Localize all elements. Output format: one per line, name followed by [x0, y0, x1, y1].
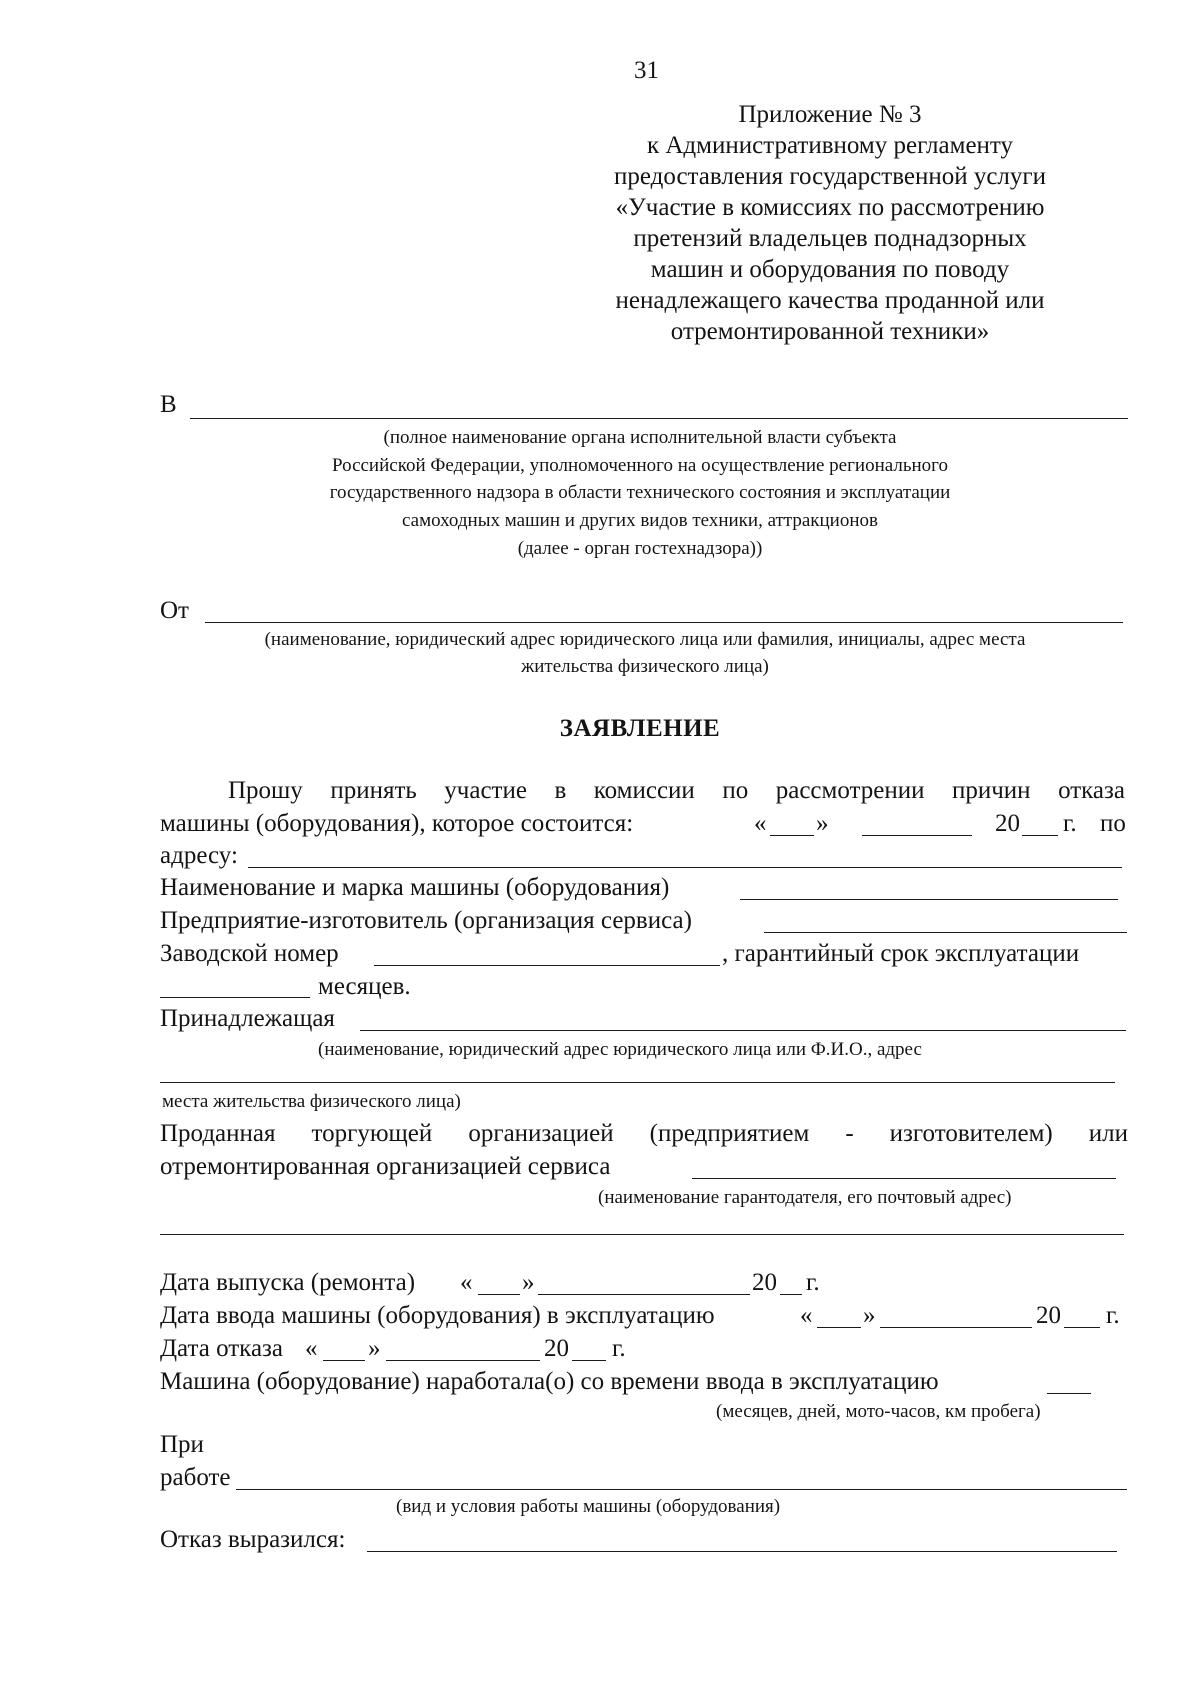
close-quote: » [863, 1302, 876, 1329]
to-hint: (далее - орган гостехнадзора)) [517, 538, 763, 559]
request-line-1 [228, 778, 1125, 803]
sold-line-1 [160, 1121, 1128, 1146]
to-hint: (полное наименование органа исполнительной власти субъекта [383, 427, 897, 448]
word: (предприятием [649, 1120, 810, 1147]
word: участие [444, 777, 527, 804]
to-field[interactable] [190, 418, 1128, 419]
word: организацией [468, 1120, 614, 1147]
guarantor-hint: (наименование гарантодателя, его почтовый адрес) [598, 1187, 1012, 1208]
word: торгующей [311, 1120, 433, 1147]
release-date-label: Дата выпуска (ремонта) [160, 1269, 416, 1296]
from-field[interactable] [205, 622, 1123, 623]
to-hint: самоходных машин и других видов техники, аттракционов [402, 510, 878, 531]
owner-field[interactable] [360, 1030, 1126, 1031]
manufacturer-field[interactable] [764, 932, 1127, 933]
work-conditions-field[interactable] [236, 1489, 1127, 1490]
serial-label: Заводской номер [160, 940, 339, 967]
runtime-hint: (месяцев, дней, мото-часов, км пробега) [716, 1401, 1041, 1422]
owner-hint: места жительства физического лица) [162, 1091, 461, 1112]
year-suffix: г. [806, 1269, 820, 1296]
word: комиссии [593, 777, 695, 804]
meeting-year-field[interactable] [1022, 835, 1058, 836]
request-line-2: машины (оборудования), которое состоится: [160, 810, 634, 837]
word: отказа [1058, 777, 1125, 804]
word: по [722, 777, 749, 804]
address-field[interactable] [248, 867, 1122, 868]
appendix-line: отремонтированной техники» [670, 318, 990, 345]
year-prefix: 20 [1036, 1302, 1061, 1329]
guarantor-field[interactable] [692, 1178, 1116, 1179]
year-prefix: 20 [544, 1335, 569, 1362]
serial-number-field[interactable] [374, 965, 720, 966]
word: или [1088, 1120, 1128, 1147]
word: в [554, 777, 567, 804]
word: причин [951, 777, 1031, 804]
year-suffix: г. [1063, 810, 1077, 837]
meeting-day-field[interactable] [770, 835, 814, 836]
work-label-2: работе [160, 1464, 231, 1491]
commission-month-field[interactable] [880, 1327, 1032, 1328]
word: изготовителем) [889, 1120, 1053, 1147]
release-year-field[interactable] [780, 1294, 802, 1295]
word: Проданная [160, 1120, 276, 1147]
document-title: ЗАЯВЛЕНИЕ [559, 715, 721, 742]
release-day-field[interactable] [478, 1294, 520, 1295]
failure-description-field[interactable] [367, 1551, 1117, 1552]
manufacturer-label: Предприятие-изготовитель (организация сервиса) [160, 907, 692, 934]
to-hint: Российской Федерации, уполномоченного на осуществление регионального [332, 455, 948, 476]
appendix-line: претензий владельцев поднадзорных [633, 225, 1027, 252]
release-month-field[interactable] [538, 1294, 750, 1295]
failure-date-label: Дата отказа [160, 1335, 284, 1362]
open-quote: « [460, 1269, 473, 1296]
runtime-label: Машина (оборудование) наработала(о) со времени ввода в эксплуатацию [160, 1368, 939, 1395]
open-quote: « [305, 1335, 318, 1362]
open-quote: « [800, 1302, 813, 1329]
failure-label: Отказ выразился: [160, 1526, 346, 1553]
address-label: адресу: [160, 842, 238, 869]
appendix-line: «Участие в комиссиях по рассмотрению [615, 194, 1045, 221]
to-label: В [160, 391, 177, 418]
owner-label: Принадлежащая [160, 1005, 335, 1032]
word: рассмотрении [775, 777, 925, 804]
appendix-line: Приложение № 3 [738, 101, 922, 128]
failure-year-field[interactable] [572, 1360, 606, 1361]
work-hint: (вид и условия работы машины (оборудования) [396, 1496, 781, 1517]
year-suffix: г. [1106, 1302, 1120, 1329]
word: - [845, 1120, 854, 1147]
word: принять [330, 777, 417, 804]
close-quote: » [368, 1335, 381, 1362]
from-label: От [160, 597, 189, 624]
page-number: 31 [634, 57, 659, 84]
machine-name-field[interactable] [740, 899, 1118, 900]
appendix-line: ненадлежащего качества проданной или [615, 287, 1045, 314]
sold-line-2: отремонтированная организацией сервиса [160, 1153, 611, 1180]
from-hint: (наименование, юридический адрес юридического лица или фамилия, инициалы, адрес места [264, 629, 1026, 650]
year-prefix: 20 [752, 1269, 777, 1296]
commission-date-label: Дата ввода машины (оборудования) в эксплуатацию [160, 1302, 715, 1329]
meeting-month-field[interactable] [862, 835, 972, 836]
to-hint: государственного надзора в области технического состояния и эксплуатации [329, 482, 951, 503]
appendix-line: предоставления государственной услуги [613, 163, 1047, 190]
months-label: месяцев. [318, 973, 411, 1000]
warranty-months-field[interactable] [160, 997, 310, 998]
appendix-line: машин и оборудования по поводу [650, 256, 1010, 283]
failure-month-field[interactable] [386, 1360, 540, 1361]
work-label-1: При [160, 1431, 204, 1458]
guarantor-field-continued[interactable] [160, 1234, 1124, 1235]
day-open-quote: « [754, 810, 767, 837]
close-quote: » [522, 1269, 535, 1296]
runtime-field[interactable] [1047, 1393, 1091, 1394]
commission-day-field[interactable] [817, 1327, 861, 1328]
failure-day-field[interactable] [323, 1360, 365, 1361]
year-prefix: 20 [995, 810, 1020, 837]
machine-name-label: Наименование и марка машины (оборудования) [160, 874, 670, 901]
commission-year-field[interactable] [1064, 1327, 1100, 1328]
request-line-2-end: по [1100, 810, 1126, 837]
owner-field-continued[interactable] [160, 1082, 1115, 1083]
warranty-label: , гарантийный срок эксплуатации [722, 940, 1080, 967]
appendix-line: к Административному регламенту [646, 132, 1014, 159]
word: Прошу [228, 777, 303, 804]
year-suffix: г. [612, 1335, 626, 1362]
from-hint: жительства физического лица) [521, 656, 769, 677]
day-close-quote: » [816, 810, 829, 837]
owner-hint: (наименование, юридический адрес юридического лица или Ф.И.О., адрес [318, 1039, 922, 1060]
